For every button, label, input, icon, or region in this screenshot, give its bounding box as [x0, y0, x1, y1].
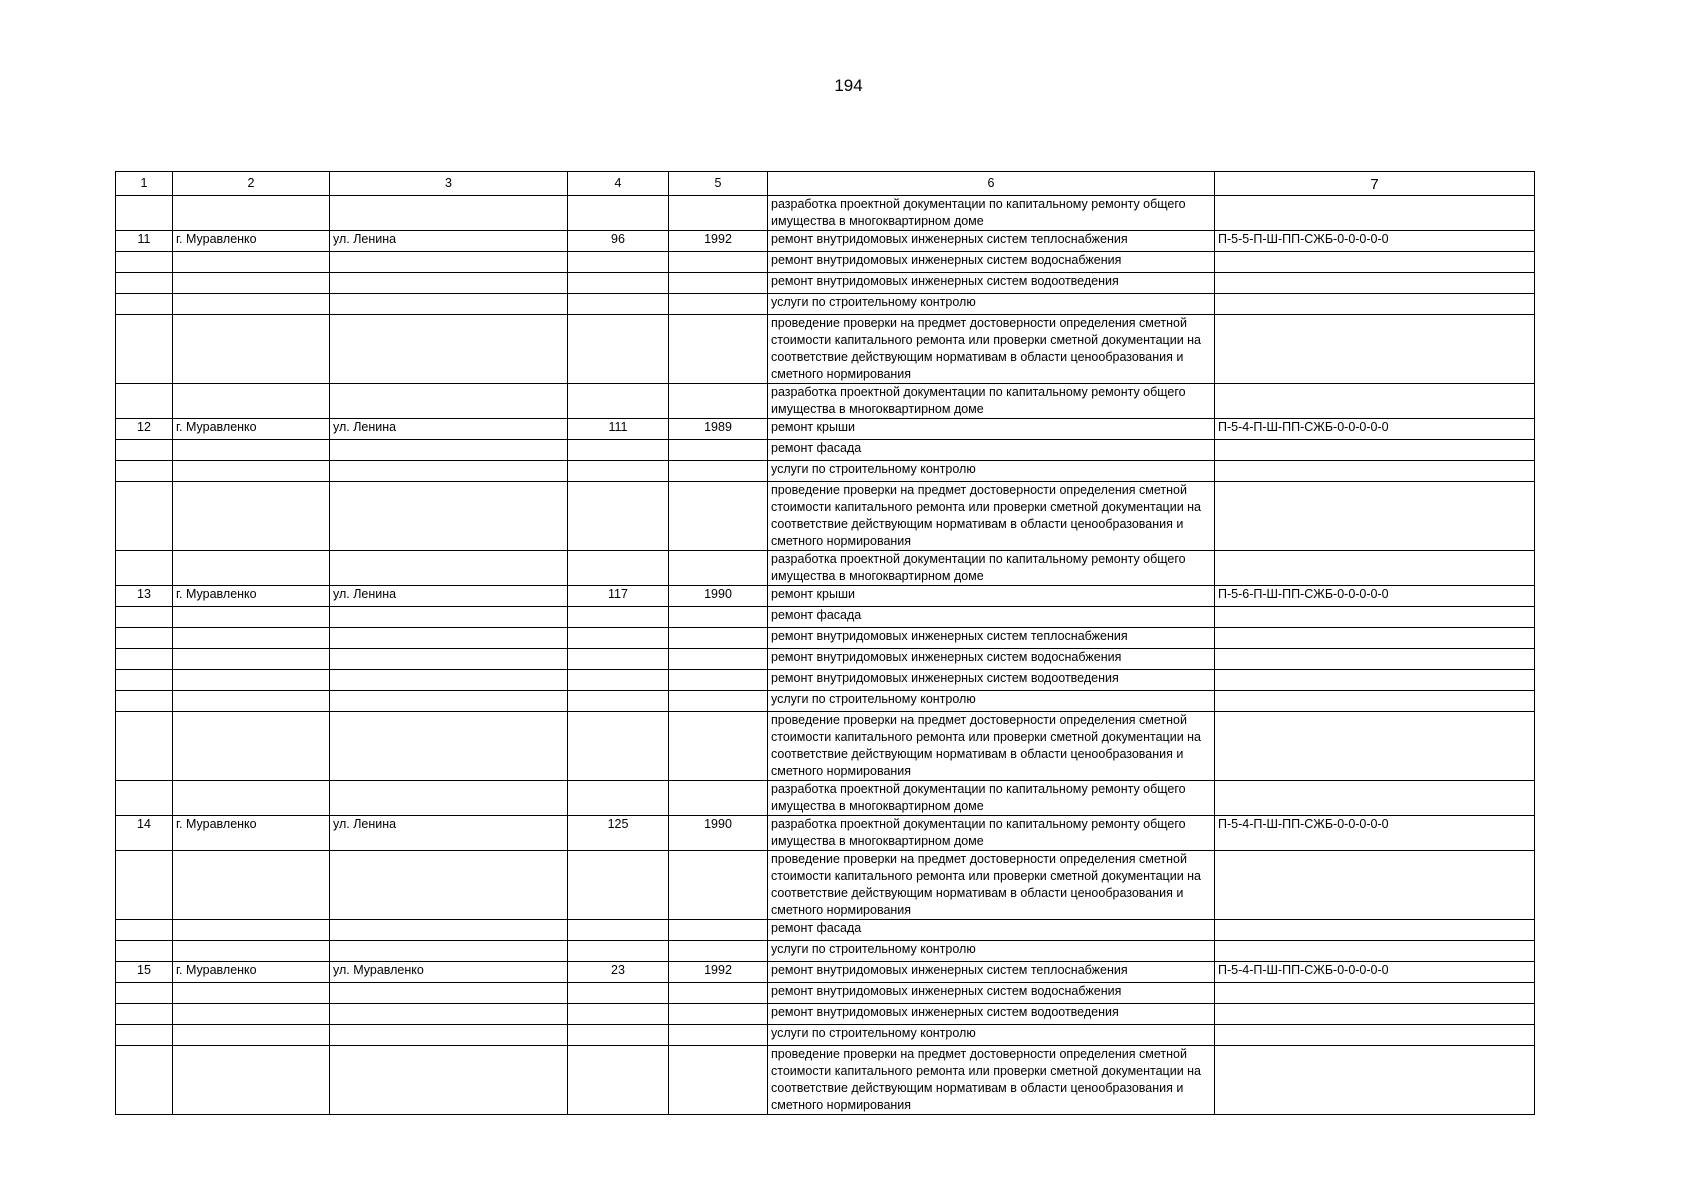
row-number-cell: [116, 482, 173, 551]
row-number-cell: 14: [116, 816, 173, 851]
building-code-cell: [1215, 440, 1535, 461]
year-built-cell: [669, 1046, 768, 1115]
building-code-cell: [1215, 294, 1535, 315]
street-cell: [330, 649, 568, 670]
work-type-cell: проведение проверки на предмет достоверности определения сметной стоимости капитального ремонта или проверки сметной документации на соответствие действующим нормативам в области ценообразования и сметного нормирования: [768, 712, 1215, 781]
building-code-cell: [1215, 482, 1535, 551]
building-code-cell: [1215, 607, 1535, 628]
table-row: [116, 607, 1535, 628]
row-number-cell: [116, 691, 173, 712]
table-row: [116, 461, 1535, 482]
table-row: [116, 983, 1535, 1004]
building-code-cell: [1215, 920, 1535, 941]
work-type-cell: разработка проектной документации по капитальному ремонту общего имущества в многоквартирном доме: [768, 196, 1215, 231]
work-type-cell: ремонт внутридомовых инженерных систем водоснабжения: [768, 983, 1215, 1004]
city-cell: [173, 1046, 330, 1115]
row-number-cell: [116, 781, 173, 816]
work-type-cell: услуги по строительному контролю: [768, 461, 1215, 482]
house-number-cell: [568, 941, 669, 962]
house-number-cell: [568, 482, 669, 551]
building-code-cell: П-5-6-П-Ш-ПП-СЖБ-0-0-0-0-0: [1215, 586, 1535, 607]
building-code-cell: [1215, 551, 1535, 586]
year-built-cell: [669, 920, 768, 941]
table-row: [116, 440, 1535, 461]
header-cell-1: 1: [116, 172, 173, 196]
row-number-cell: 15: [116, 962, 173, 983]
year-built-cell: [669, 196, 768, 231]
table-row: [116, 252, 1535, 273]
house-number-cell: [568, 628, 669, 649]
table-row: [116, 384, 1535, 419]
work-type-cell: разработка проектной документации по капитальному ремонту общего имущества в многоквартирном доме: [768, 781, 1215, 816]
work-type-cell: ремонт фасада: [768, 440, 1215, 461]
house-number-cell: [568, 781, 669, 816]
header-cell-6: 6: [768, 172, 1215, 196]
building-code-cell: [1215, 983, 1535, 1004]
work-type-cell: разработка проектной документации по капитальному ремонту общего имущества в многоквартирном доме: [768, 551, 1215, 586]
row-number-cell: [116, 628, 173, 649]
year-built-cell: 1989: [669, 419, 768, 440]
work-type-cell: услуги по строительному контролю: [768, 294, 1215, 315]
table-row: [116, 941, 1535, 962]
work-type-cell: услуги по строительному контролю: [768, 691, 1215, 712]
building-code-cell: [1215, 1025, 1535, 1046]
street-cell: ул. Ленина: [330, 419, 568, 440]
row-number-cell: [116, 712, 173, 781]
row-number-cell: 12: [116, 419, 173, 440]
year-built-cell: [669, 461, 768, 482]
building-code-cell: [1215, 252, 1535, 273]
building-code-cell: [1215, 273, 1535, 294]
street-cell: [330, 551, 568, 586]
table-row: [116, 816, 1535, 851]
house-number-cell: [568, 851, 669, 920]
building-code-cell: [1215, 1046, 1535, 1115]
row-number-cell: [116, 551, 173, 586]
house-number-cell: [568, 670, 669, 691]
work-type-cell: ремонт внутридомовых инженерных систем водоотведения: [768, 1004, 1215, 1025]
header-cell-7: 7: [1215, 172, 1535, 196]
row-number-cell: [116, 273, 173, 294]
building-code-cell: П-5-4-П-Ш-ПП-СЖБ-0-0-0-0-0: [1215, 962, 1535, 983]
year-built-cell: [669, 607, 768, 628]
city-cell: [173, 196, 330, 231]
year-built-cell: 1990: [669, 586, 768, 607]
street-cell: [330, 1046, 568, 1115]
row-number-cell: [116, 294, 173, 315]
table-row: [116, 419, 1535, 440]
row-number-cell: [116, 1046, 173, 1115]
house-number-cell: 96: [568, 231, 669, 252]
year-built-cell: [669, 649, 768, 670]
street-cell: [330, 691, 568, 712]
work-type-cell: ремонт внутридомовых инженерных систем водоснабжения: [768, 649, 1215, 670]
work-type-cell: ремонт крыши: [768, 419, 1215, 440]
city-cell: [173, 384, 330, 419]
row-number-cell: [116, 196, 173, 231]
city-cell: [173, 983, 330, 1004]
building-code-cell: [1215, 670, 1535, 691]
building-code-cell: [1215, 628, 1535, 649]
building-code-cell: П-5-5-П-Ш-ПП-СЖБ-0-0-0-0-0: [1215, 231, 1535, 252]
house-number-cell: [568, 983, 669, 1004]
city-cell: г. Муравленко: [173, 586, 330, 607]
city-cell: [173, 628, 330, 649]
row-number-cell: [116, 252, 173, 273]
table-row: [116, 781, 1535, 816]
street-cell: [330, 941, 568, 962]
year-built-cell: 1992: [669, 962, 768, 983]
house-number-cell: [568, 294, 669, 315]
street-cell: [330, 273, 568, 294]
street-cell: [330, 196, 568, 231]
street-cell: [330, 252, 568, 273]
table-row: [116, 586, 1535, 607]
house-number-cell: 111: [568, 419, 669, 440]
street-cell: [330, 781, 568, 816]
city-cell: [173, 315, 330, 384]
work-type-cell: ремонт внутридомовых инженерных систем теплоснабжения: [768, 962, 1215, 983]
year-built-cell: [669, 1025, 768, 1046]
row-number-cell: [116, 920, 173, 941]
street-cell: [330, 851, 568, 920]
year-built-cell: [669, 691, 768, 712]
year-built-cell: [669, 983, 768, 1004]
city-cell: [173, 649, 330, 670]
work-type-cell: услуги по строительному контролю: [768, 941, 1215, 962]
city-cell: [173, 670, 330, 691]
street-cell: ул. Ленина: [330, 231, 568, 252]
work-type-cell: ремонт внутридомовых инженерных систем водоотведения: [768, 273, 1215, 294]
row-number-cell: [116, 1025, 173, 1046]
work-type-cell: ремонт внутридомовых инженерных систем теплоснабжения: [768, 231, 1215, 252]
house-number-cell: [568, 384, 669, 419]
building-code-cell: [1215, 712, 1535, 781]
work-type-cell: ремонт фасада: [768, 920, 1215, 941]
table-row: [116, 196, 1535, 231]
house-number-cell: [568, 1004, 669, 1025]
row-number-cell: [116, 384, 173, 419]
street-cell: [330, 384, 568, 419]
work-type-cell: ремонт внутридомовых инженерных систем водоснабжения: [768, 252, 1215, 273]
building-code-cell: [1215, 781, 1535, 816]
city-cell: г. Муравленко: [173, 231, 330, 252]
city-cell: [173, 1004, 330, 1025]
table-row: [116, 294, 1535, 315]
year-built-cell: [669, 1004, 768, 1025]
city-cell: [173, 712, 330, 781]
city-cell: [173, 294, 330, 315]
table-row: [116, 551, 1535, 586]
street-cell: ул. Муравленко: [330, 962, 568, 983]
row-number-cell: [116, 649, 173, 670]
year-built-cell: 1992: [669, 231, 768, 252]
building-code-cell: [1215, 315, 1535, 384]
work-type-cell: разработка проектной документации по капитальному ремонту общего имущества в многоквартирном доме: [768, 816, 1215, 851]
table-row: [116, 691, 1535, 712]
street-cell: [330, 440, 568, 461]
work-type-cell: ремонт внутридомовых инженерных систем водоотведения: [768, 670, 1215, 691]
year-built-cell: [669, 781, 768, 816]
year-built-cell: [669, 273, 768, 294]
street-cell: [330, 294, 568, 315]
year-built-cell: [669, 628, 768, 649]
city-cell: [173, 551, 330, 586]
house-number-cell: [568, 649, 669, 670]
building-code-cell: [1215, 384, 1535, 419]
house-number-cell: [568, 712, 669, 781]
city-cell: г. Муравленко: [173, 419, 330, 440]
work-type-cell: ремонт внутридомовых инженерных систем теплоснабжения: [768, 628, 1215, 649]
table-row: [116, 1025, 1535, 1046]
table-row: [116, 920, 1535, 941]
table-row: [116, 712, 1535, 781]
city-cell: [173, 273, 330, 294]
header-cell-2: 2: [173, 172, 330, 196]
street-cell: ул. Ленина: [330, 816, 568, 851]
header-cell-5: 5: [669, 172, 768, 196]
building-code-cell: [1215, 941, 1535, 962]
house-number-cell: 23: [568, 962, 669, 983]
work-type-cell: ремонт фасада: [768, 607, 1215, 628]
row-number-cell: [116, 670, 173, 691]
header-cell-3: 3: [330, 172, 568, 196]
house-number-cell: 117: [568, 586, 669, 607]
house-number-cell: [568, 315, 669, 384]
year-built-cell: [669, 551, 768, 586]
work-type-cell: проведение проверки на предмет достоверности определения сметной стоимости капитального ремонта или проверки сметной документации на соответствие действующим нормативам в области ценообразования и сметного нормирования: [768, 851, 1215, 920]
table-row: [116, 962, 1535, 983]
work-type-cell: проведение проверки на предмет достоверности определения сметной стоимости капитального ремонта или проверки сметной документации на соответствие действующим нормативам в области ценообразования и сметного нормирования: [768, 482, 1215, 551]
table-row: [116, 315, 1535, 384]
city-cell: [173, 691, 330, 712]
work-type-cell: ремонт крыши: [768, 586, 1215, 607]
city-cell: [173, 1025, 330, 1046]
row-number-cell: [116, 1004, 173, 1025]
city-cell: [173, 920, 330, 941]
header-row: [116, 172, 1535, 196]
house-number-cell: [568, 691, 669, 712]
row-number-cell: [116, 941, 173, 962]
year-built-cell: [669, 384, 768, 419]
year-built-cell: [669, 482, 768, 551]
row-number-cell: [116, 851, 173, 920]
city-cell: [173, 781, 330, 816]
table-row: [116, 628, 1535, 649]
row-number-cell: [116, 607, 173, 628]
work-type-cell: проведение проверки на предмет достоверности определения сметной стоимости капитального ремонта или проверки сметной документации на соответствие действующим нормативам в области ценообразования и сметного нормирования: [768, 315, 1215, 384]
repair-program-table: [115, 171, 1535, 1115]
work-type-cell: услуги по строительному контролю: [768, 1025, 1215, 1046]
city-cell: [173, 461, 330, 482]
house-number-cell: [568, 252, 669, 273]
house-number-cell: [568, 196, 669, 231]
row-number-cell: [116, 440, 173, 461]
city-cell: г. Муравленко: [173, 962, 330, 983]
building-code-cell: П-5-4-П-Ш-ПП-СЖБ-0-0-0-0-0: [1215, 419, 1535, 440]
street-cell: [330, 628, 568, 649]
street-cell: [330, 983, 568, 1004]
house-number-cell: [568, 440, 669, 461]
building-code-cell: П-5-4-П-Ш-ПП-СЖБ-0-0-0-0-0: [1215, 816, 1535, 851]
street-cell: [330, 461, 568, 482]
year-built-cell: [669, 712, 768, 781]
table-row: [116, 851, 1535, 920]
building-code-cell: [1215, 461, 1535, 482]
year-built-cell: [669, 941, 768, 962]
city-cell: [173, 851, 330, 920]
city-cell: [173, 482, 330, 551]
house-number-cell: [568, 273, 669, 294]
house-number-cell: [568, 461, 669, 482]
header-cell-4: 4: [568, 172, 669, 196]
house-number-cell: 125: [568, 816, 669, 851]
table-row: [116, 1004, 1535, 1025]
city-cell: г. Муравленко: [173, 816, 330, 851]
year-built-cell: [669, 851, 768, 920]
table-row: [116, 1046, 1535, 1115]
year-built-cell: 1990: [669, 816, 768, 851]
city-cell: [173, 252, 330, 273]
building-code-cell: [1215, 1004, 1535, 1025]
year-built-cell: [669, 252, 768, 273]
street-cell: [330, 1025, 568, 1046]
street-cell: [330, 315, 568, 384]
house-number-cell: [568, 551, 669, 586]
table-row: [116, 231, 1535, 252]
city-cell: [173, 440, 330, 461]
year-built-cell: [669, 294, 768, 315]
house-number-cell: [568, 1046, 669, 1115]
building-code-cell: [1215, 196, 1535, 231]
row-number-cell: [116, 983, 173, 1004]
street-cell: [330, 482, 568, 551]
table-row: [116, 649, 1535, 670]
street-cell: ул. Ленина: [330, 586, 568, 607]
building-code-cell: [1215, 691, 1535, 712]
year-built-cell: [669, 670, 768, 691]
house-number-cell: [568, 607, 669, 628]
year-built-cell: [669, 315, 768, 384]
table-row: [116, 670, 1535, 691]
building-code-cell: [1215, 851, 1535, 920]
house-number-cell: [568, 1025, 669, 1046]
street-cell: [330, 920, 568, 941]
year-built-cell: [669, 440, 768, 461]
page-number: 194: [834, 76, 863, 95]
city-cell: [173, 607, 330, 628]
street-cell: [330, 670, 568, 691]
row-number-cell: [116, 315, 173, 384]
building-code-cell: [1215, 649, 1535, 670]
street-cell: [330, 607, 568, 628]
house-number-cell: [568, 920, 669, 941]
city-cell: [173, 941, 330, 962]
work-type-cell: разработка проектной документации по капитальному ремонту общего имущества в многоквартирном доме: [768, 384, 1215, 419]
table-row: [116, 273, 1535, 294]
row-number-cell: 11: [116, 231, 173, 252]
table-row: [116, 482, 1535, 551]
work-type-cell: проведение проверки на предмет достоверности определения сметной стоимости капитального ремонта или проверки сметной документации на соответствие действующим нормативам в области ценообразования и сметного нормирования: [768, 1046, 1215, 1115]
street-cell: [330, 1004, 568, 1025]
row-number-cell: [116, 461, 173, 482]
row-number-cell: 13: [116, 586, 173, 607]
street-cell: [330, 712, 568, 781]
